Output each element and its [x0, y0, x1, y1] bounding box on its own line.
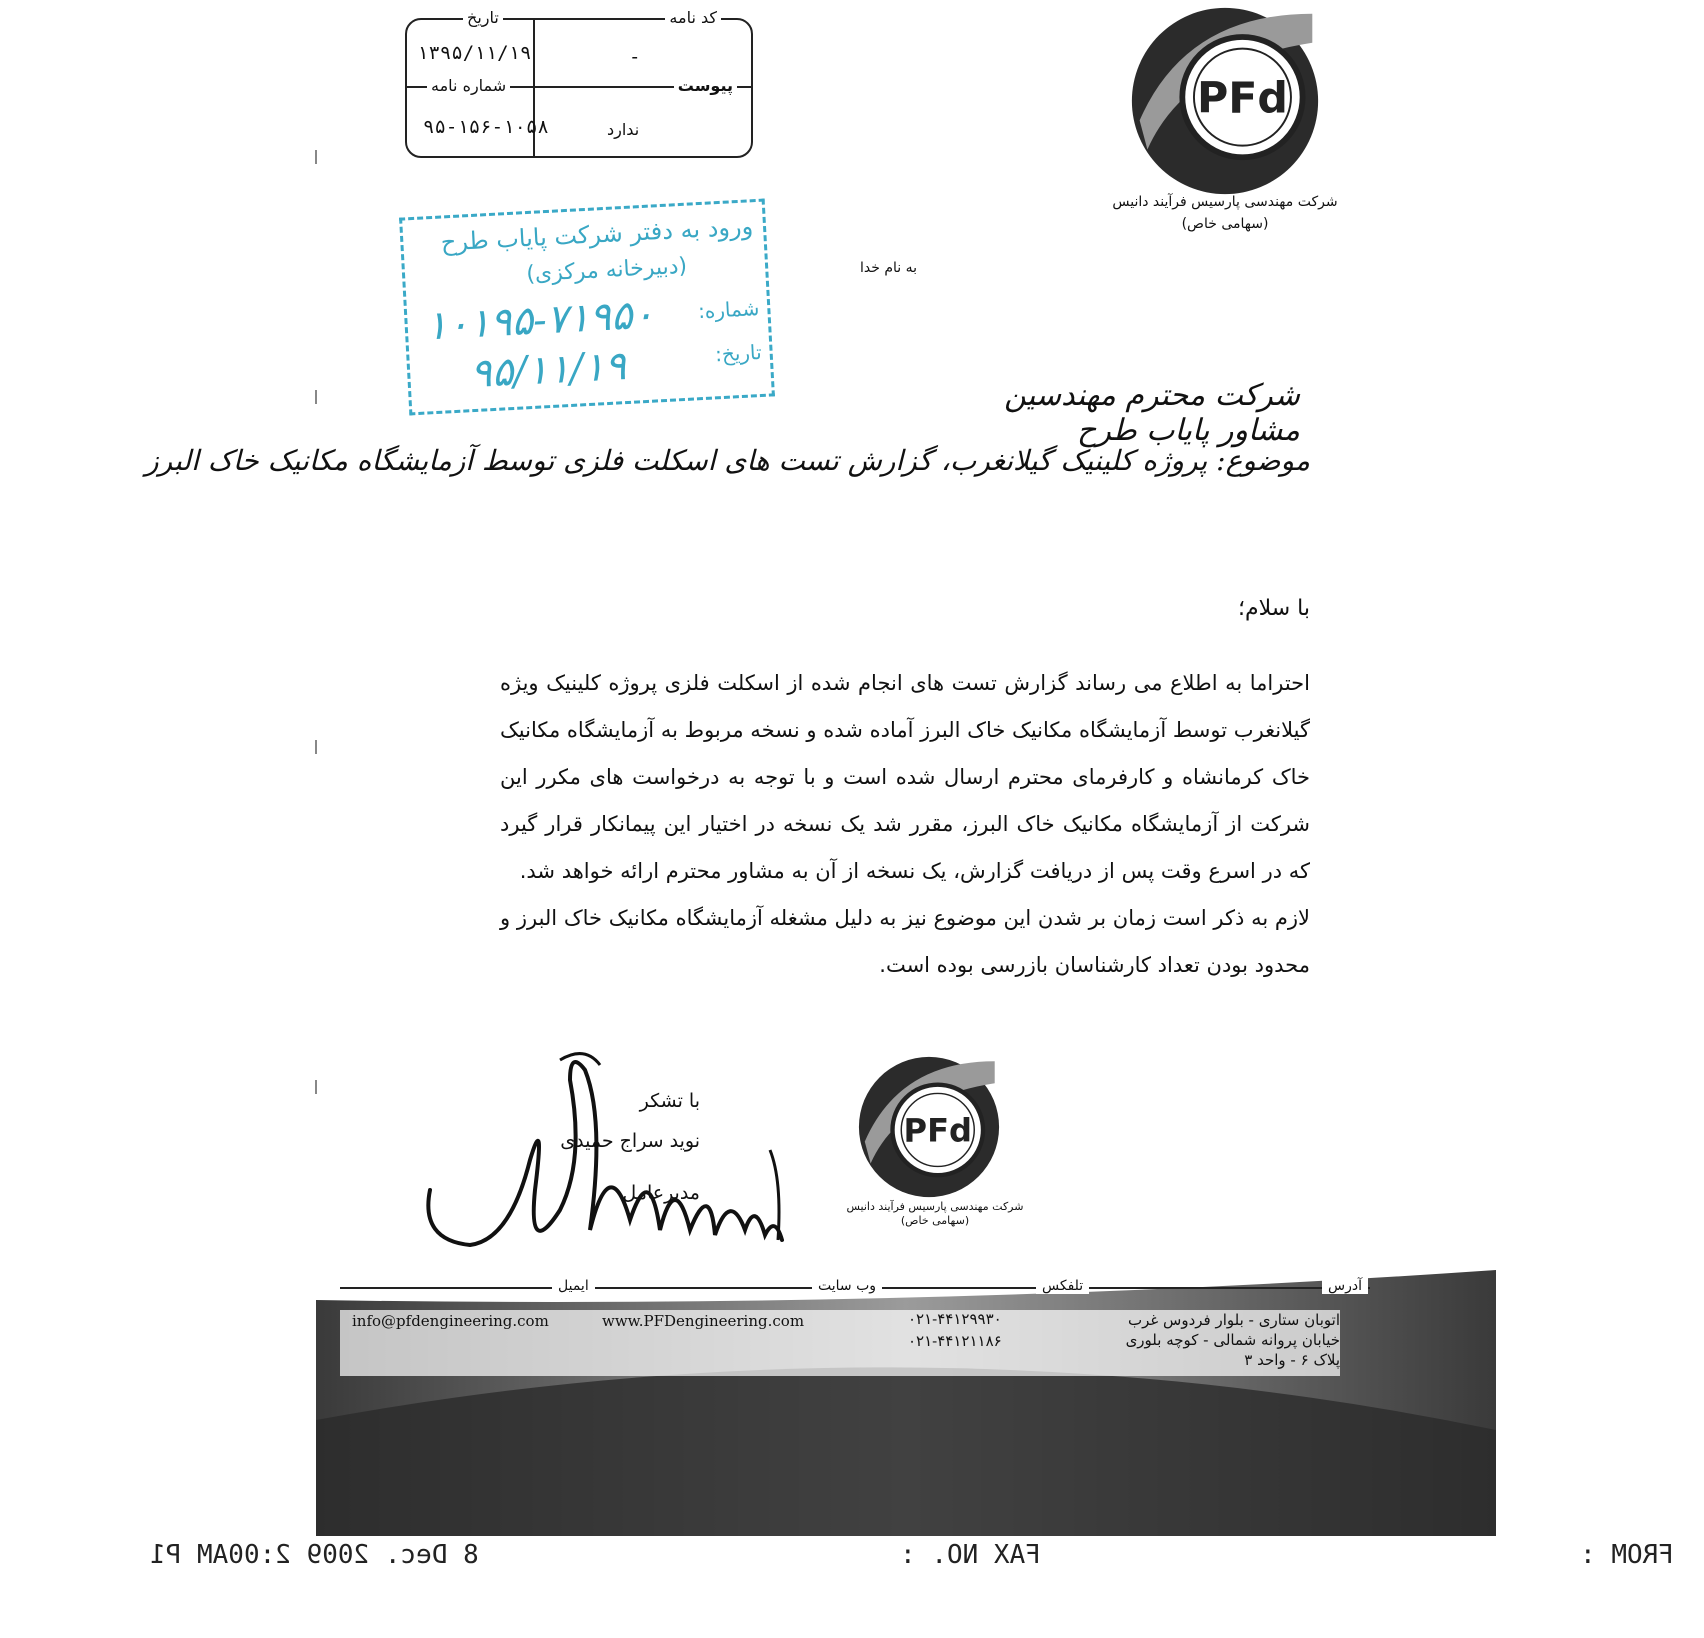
attachment-label: پیوست — [674, 76, 737, 95]
footer-website-label: وب سایت — [812, 1278, 882, 1294]
closing-signatory-title: مدیرعامل — [622, 1182, 700, 1204]
signature-icon — [410, 1040, 840, 1270]
greeting: با سلام؛ — [1238, 596, 1310, 621]
date-label: تاریخ — [463, 8, 503, 27]
bismillah: به نام خدا — [860, 260, 918, 276]
company-subtitle: (سهامی خاص) — [1181, 216, 1269, 232]
footer-email[interactable]: info@pfdengineering.com — [352, 1312, 549, 1330]
addressee: شرکت محترم مهندسین مشاور پایاب طرح — [1004, 378, 1300, 448]
closing-signatory-name: نوید سراج حمیدی — [560, 1130, 700, 1152]
body-paragraph-2: لازم به ذکر است زمان بر شدن این موضوع نیز به دلیل مشغله آزمایشگاه مکانیک خاک البرز و محدود بودن تعداد کارشناسان بازرسی بوده است. — [500, 906, 1310, 977]
fax-from-label: FROM : — [1580, 1540, 1674, 1570]
footer-address-label: آدرس — [1322, 1278, 1368, 1294]
footer-email-label: ایمیل — [552, 1278, 595, 1294]
body-paragraph-1: احتراما به اطلاع می رساند گزارش تست های انجام شده از اسکلت فلزی پروژه کلینیک ویژه گیلانغرب توسط آزمایشگاه مکانیک خاک البرز آماده شده و نسخه مربوط به آزمایشگاه مکانیک خاک کرمانشاه و کارفرمای محترم ارسال شده است و با توجه به درخواست های مکرر این شرکت از آزمایشگاه مکانیک خاک البرز، مقرر شد یک نسخه در اختیار این پیمانکار قرار گیرد که در اسرع وقت پس از دریافت گزارش، یک نسخه از آن به مشاور محترم ارائه خواهد شد. — [500, 671, 1310, 883]
stamp-number-label: شماره: — [697, 296, 760, 324]
footer-phone-2: ۰۲۱-۴۴۱۲۱۱۸۶ — [908, 1332, 1002, 1350]
stamp-number-value: ۱۰۱۹۵-۷۱۹۵۰ — [424, 291, 656, 350]
received-stamp — [399, 199, 775, 416]
seal-caption-2: (سهامی خاص) — [900, 1214, 970, 1227]
number-value: ۹۵-۱۵۶-۱۰۵۸ — [423, 116, 549, 138]
letter-meta-box — [405, 8, 753, 158]
company-name: شرکت مهندسی پارسیس فرآیند دانیس — [1112, 194, 1338, 210]
stamp-line1: ورود به دفتر شرکت پایاب طرح — [440, 212, 754, 257]
svg-text:PFd: PFd — [903, 1111, 972, 1150]
stamp-date-label: تاریخ: — [714, 339, 763, 367]
fax-number-label: FAX NO. : — [900, 1540, 1041, 1570]
svg-text:PFd: PFd — [1196, 73, 1288, 124]
footer-address-line2: خیابان پروانه شمالی - کوچه بلوری — [1125, 1331, 1340, 1349]
footer-phone-1: ۰۲۱-۴۴۱۲۹۹۳۰ — [908, 1310, 1002, 1328]
code-value: - — [629, 46, 642, 68]
fax-timestamp: 8 Dec. 2009 2:00AM P1 — [150, 1540, 479, 1570]
company-seal-icon — [856, 1054, 1002, 1200]
letter-body — [500, 660, 1310, 989]
stamp-date-value: ۹۵/۱۱/۱۹ — [469, 343, 628, 398]
subject-line: موضوع: پروژه کلینیک گیلانغرب، گزارش تست های اسکلت فلزی توسط آزمایشگاه مکانیک خاک البرز — [145, 444, 1310, 477]
number-label: شماره نامه — [427, 76, 510, 95]
footer-website[interactable]: www.PFDengineering.com — [602, 1312, 805, 1330]
company-logo-icon — [1128, 4, 1322, 198]
footer-address-line3: پلاک ۶ - واحد ۳ — [1244, 1351, 1340, 1369]
attachment-value: ندارد — [607, 120, 640, 139]
code-label: کد نامه — [665, 8, 721, 27]
footer-fax-label: تلفکس — [1036, 1278, 1089, 1294]
footer-address-line1: اتوبان ستاری - بلوار فردوس غرب — [1128, 1311, 1340, 1329]
stamp-line2: (دبیرخانه مرکزی) — [525, 253, 688, 288]
seal-caption: شرکت مهندسی پارسیس فرآیند دانیس — [846, 1200, 1024, 1213]
closing-thanks: با تشکر — [639, 1090, 700, 1112]
date-value: ۱۳۹۵/۱۱/۱۹ — [417, 42, 532, 64]
footer-address — [1070, 1310, 1340, 1370]
